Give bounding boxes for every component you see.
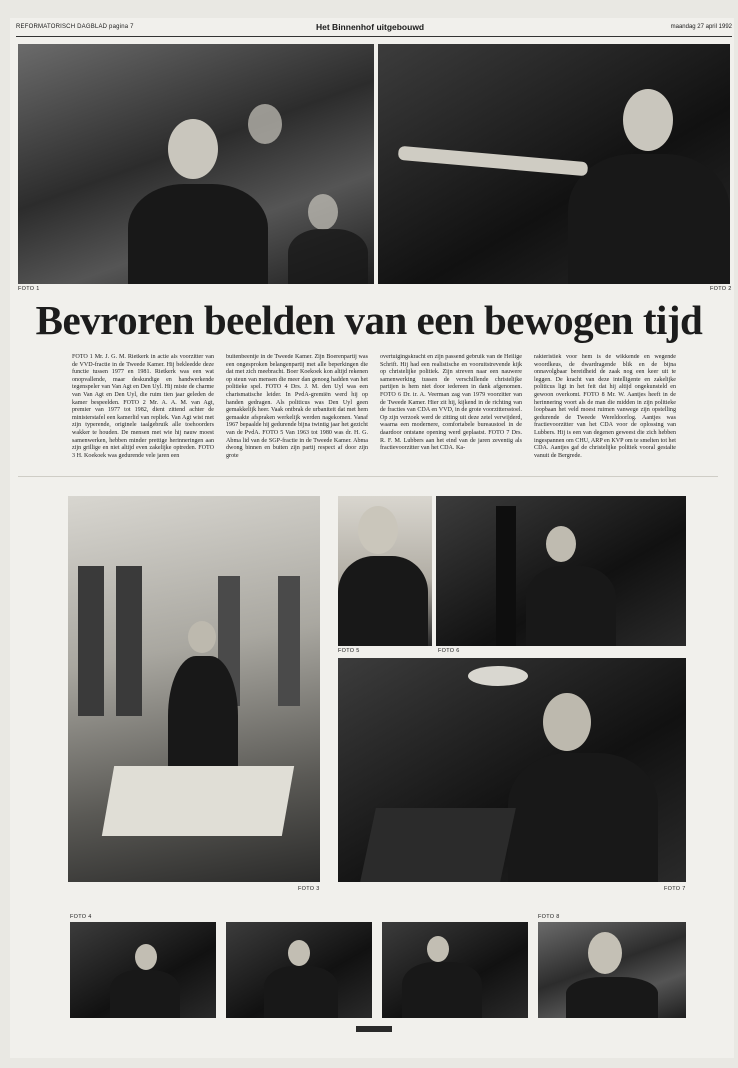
header-section-title: Het Binnenhof uitgebouwd bbox=[316, 22, 425, 32]
caption-foto-2: FOTO 2 bbox=[710, 286, 732, 292]
photo-2 bbox=[378, 44, 730, 284]
photo-5 bbox=[338, 496, 432, 646]
caption-foto-7: FOTO 7 bbox=[664, 886, 686, 892]
page-header bbox=[16, 22, 732, 37]
caption-foto-8: FOTO 8 bbox=[538, 914, 560, 920]
caption-foto-6: FOTO 6 bbox=[438, 648, 460, 654]
article-column-1 bbox=[72, 354, 214, 464]
article-text-2: buitenbeentje in de Tweede Kamer. Zijn Boerenpartij was een ongesproken belangenpartij met alle beperkingen die dat met zich meebracht. Boer Koekoek kon altijd rekenen op steun van mensen die meer dan genoeg hadden van het politieke spel. FOTO 4 Drs. J. M. den Uyl was een charismatische leider. In PvdA-gremiën werd hij op handen gedragen. Als politicus was Den Uyl geen gemakkelijk heer. Vaak ontbrak de urbaniteit dat met hem gemaakte afspraken werkelijk werden nagekomen. Vanaf 1967 bepaalde hij gedurende bijna twintig jaar het gezicht van de PvdA. FOTO 5 Van 1963 tot 1980 was dr. H. G. Abma lid van de SGP-fractie in de Tweede Kamer. Abma dwong binnen en buiten zijn partij respect af door zijn grote bbox=[226, 354, 368, 459]
section-divider bbox=[18, 476, 718, 477]
article-column-3 bbox=[380, 354, 522, 464]
article-text-4: rakteristiek voor hem is de wikkende en wegende woordkeus, de dwardragende blik en de bijna onnavolgbaar bereidheid de zaak nog een keer uit te leggen. De kracht van deze intelligente en zakelijke politicus ligt in het feit dat hij altijd ongekunsteld en gewoon overkomt. FOTO 8 Mr. W. Aantjes heeft in de herinnering voort als de man die midden in zijn politieke loopbaan het veld moest ruimen vanwege zijn opstelling gedurende de Tweede Wereldoorlog. Aantjes was fractievoorzitter van het CDA voor de oplossing van Lubbers. Hij is een van degenen geweest die zich hebben ingespannen om CHU, ARP en KVP om te smelten tot het CDA. Aantjes gaf de christelijke politiek vooral gestalte vanuit de Bergrede. bbox=[534, 354, 676, 459]
article-column-2 bbox=[226, 354, 368, 464]
fold-mark bbox=[356, 1026, 392, 1032]
photo-4c bbox=[382, 922, 528, 1018]
article-column-4 bbox=[534, 354, 676, 464]
caption-foto-4: FOTO 4 bbox=[70, 914, 92, 920]
headline: Bevroren beelden van een bewogen tijd bbox=[35, 297, 703, 343]
photo-6 bbox=[436, 496, 686, 646]
caption-foto-5: FOTO 5 bbox=[338, 648, 360, 654]
caption-foto-1: FOTO 1 bbox=[18, 286, 40, 292]
article-text-1: FOTO 1 Mr. J. G. M. Rietkerk in actie als voorzitter van de VVD-fractie in de Tweede Kamer. Hij bekleedde deze functie tussen 1977 en 1981. Rietkerk was een wat onopvallende, maar deskundige en handwerkende tegenspeler van Van Agt en Den Uyl. Hij miste de charme van Van Agt en Den Uyl, die ruim tien jaar geleden de kamer bespeelden. FOTO 2 Mr. A. A. M. van Agt, premier van 1977 tot 1982, dient zittend achter de ministerstafel een kamerlid van repliek. Van Agt wist met zijn typerende, originele taalgebruik alle toehoorders wakker te houden. De mensen met wie hij nauw moest samenwerken, hebben minder prettige herinneringen aan zijn grillige en niet altijd even zakelijke optreden. FOTO 3 H. Koekoek was gedurende vele jaren een bbox=[72, 354, 214, 459]
photo-7 bbox=[338, 658, 686, 882]
photo-8 bbox=[538, 922, 686, 1018]
header-publication: REFORMATORISCH DAGBLAD pagina 7 bbox=[16, 24, 134, 30]
article-text-3: overtuigingskracht en zijn passend gebruik van de Heilige Schrift. Hij had een realistische en vooruitstrevende kijk op christelijke politiek. Zijn streven naar een nauwere samenwerking tussen de verschillende christelijke partijen is hem niet door iedereen in dank afgenomen. FOTO 6 Dr. ir. A. Veerman zag van 1979 voorzitter van de Tweede Kamer. Hier zit hij, kijkend in de richting van de fracties van CDA en VVD, in de grote voorzittersstoel. Op zijn verzoek werd de zitting uit deze zetel verwijderd, waarna een modernere, comfortabele bureaustoel in de daardoor ontstane opening werd geplaatst. FOTO 7 Drs. R. F. M. Lubbers aan het eind van de jaren zeventig als fractievoorzitter van het CDA. Ka- bbox=[380, 354, 522, 452]
photo-4a bbox=[70, 922, 216, 1018]
photo-3 bbox=[68, 496, 320, 882]
caption-foto-3: FOTO 3 bbox=[298, 886, 320, 892]
photo-1 bbox=[18, 44, 374, 284]
photo-4b bbox=[226, 922, 372, 1018]
header-date: maandag 27 april 1992 bbox=[670, 24, 732, 30]
